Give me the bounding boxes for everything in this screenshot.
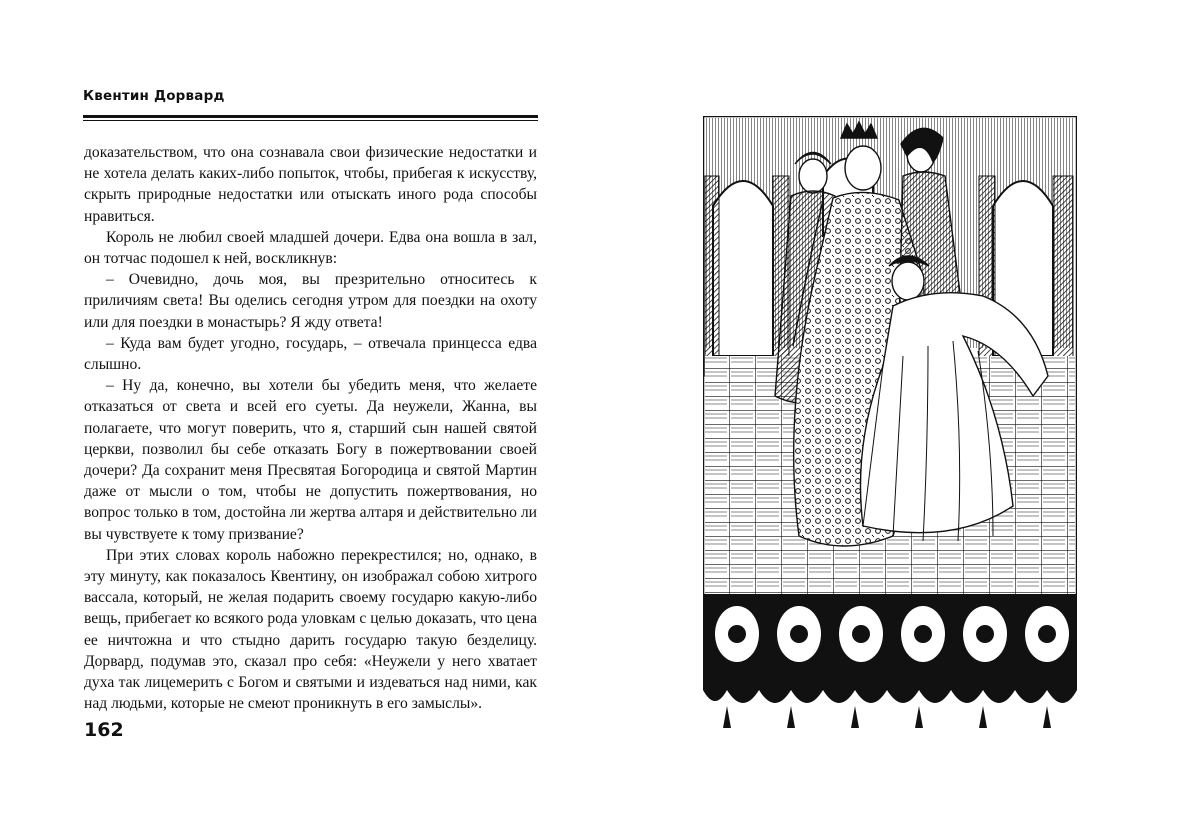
engraving-icon	[703, 116, 1077, 736]
page-number: 162	[84, 719, 124, 741]
header-rule-thick	[83, 115, 538, 118]
engraving-illustration	[703, 116, 1077, 736]
paragraph: доказательством, что она сознавала свои физические недостатки и не хотела делать каких-либо попыток, чтобы, прибегая к искусству, скрыть природные недостатки или отыскать иного рода способы нравиться.	[84, 144, 537, 225]
paragraph: – Очевидно, дочь моя, вы презрительно относитесь к приличиям света! Вы оделись сегодня утром для поездки на охоту или для поездки в монастырь? Я жду ответа!	[84, 271, 537, 331]
paragraph: – Куда вам будет угодно, государь, – отвечала принцесса едва слышно.	[84, 334, 537, 374]
paragraph: При этих словах король набожно перекрестился; но, однако, в эту минуту, как показалось Квентину, он изображал собою хитрого вассала, который, не желая подарить своему государю какую-либо вещь, прибегает ко всякого рода уловкам с целью доказать, что цена ее ничтожна и что стыдно дарить государю такую безделицу. Дорвард, подумав это, сказал про себя: «Неужели у него хватает духа так лицемерить с Богом и святыми и издеваться над ними, как над людьми, которые не смеют проникнуть в его замыслы».	[84, 546, 537, 713]
running-head: Квентин Дорвард	[83, 88, 225, 104]
header-rule-thin	[83, 120, 538, 121]
paragraph: – Ну да, конечно, вы хотели бы убедить меня, что желаете отказаться от света и всей его суеты. Да неужели, Жанна, вы полагаете, что могут поверить, что я, старший сын нашей святой церкви, позволил бы себе отказать Богу в пожертвовании своей дочери? Да сохранит меня Пресвятая Богородица и святой Мартин даже от мысли о том, чтобы не допустить пожертвования, но вопрос только в том, достойна ли жертва алтаря и действительно ли вы чувствуете к тому призвание?	[84, 377, 537, 543]
body-text	[84, 142, 537, 714]
paragraph: Король не любил своей младшей дочери. Едва она вошла в зал, он тотчас подошел к ней, воскликнув:	[84, 228, 537, 268]
